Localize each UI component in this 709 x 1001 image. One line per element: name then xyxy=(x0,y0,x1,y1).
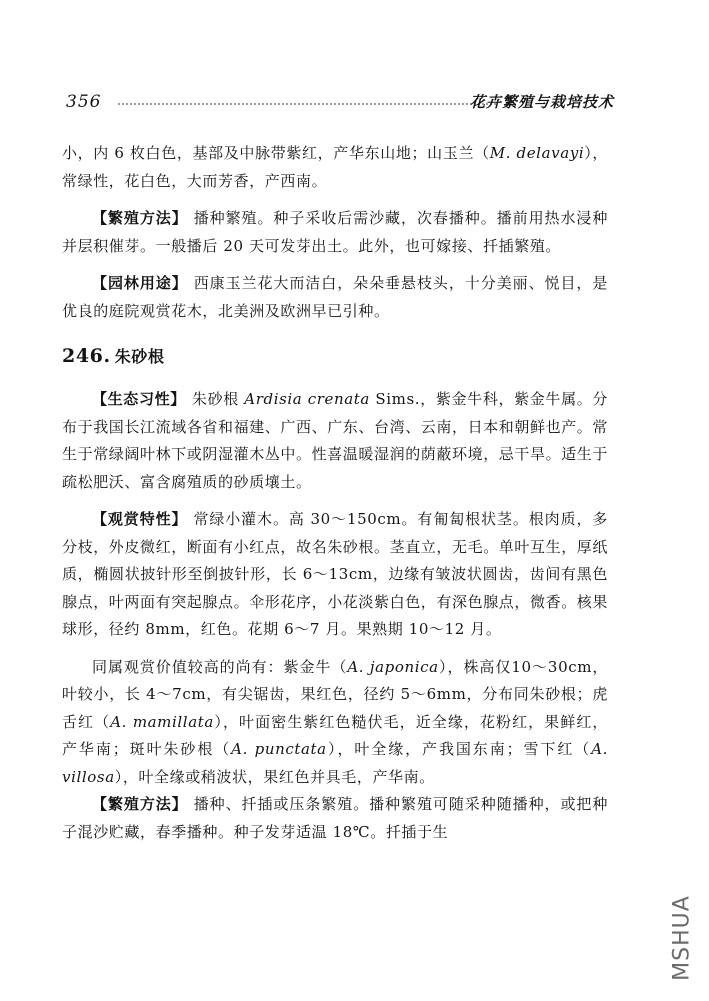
page-body xyxy=(62,140,608,846)
section-tag: 【繁殖方法】 xyxy=(92,795,188,813)
section-tag: 【园林用途】 xyxy=(92,274,188,292)
latin-name: Ardisia crenata xyxy=(244,390,370,408)
latin-name: A. mamillata xyxy=(110,712,214,731)
watermark xyxy=(668,888,696,988)
paragraph-ecology: 【生态习性】 朱砂根 Ardisia crenata Sims.，紫金牛科，紫金牛属。分布于我国长江流域各省和福建、广西、广东、台湾、云南，日本和朝鲜也产。常生于常绿阔叶林下或阴湿灌木丛中。性喜温暖湿润的荫蔽环境，忌干旱。适生于疏松肥沃、富含腐殖质的砂质壤土。 xyxy=(62,390,609,491)
section-tag: 【生态习性】 xyxy=(92,390,186,408)
paragraph-propagation-2: 【繁殖方法】 播种、扦插或压条繁殖。播种繁殖可随采种随播种，或把种子混沙贮藏，春季播种。种子发芽适温 18℃。扦插于生 xyxy=(62,795,608,841)
page-header xyxy=(66,92,614,118)
latin-name: A. villosa xyxy=(62,740,608,786)
paragraph-related-species: 同属观赏价值较高的尚有：紫金牛（A. japonica），株高仅10～30cm，叶较小，长 4～7cm，有尖锯齿，果红色，径约 5～6mm，分布同朱砂根；虎舌红（A. mamillata），叶面密生紫红色糙伏毛，近全缘，花粉红，果鲜红，产华南；斑叶朱砂根（A. punctata），叶全缘，产我国东南；雪下红（A. villosa），叶全缘或稍波状，果红色并具毛，产华南。 xyxy=(62,657,608,786)
running-title: 花卉繁殖与栽培技术 xyxy=(469,93,614,111)
watermark-text: MSHUA xyxy=(669,895,695,981)
latin-name: M. delavayi xyxy=(489,144,585,162)
paragraph-propagation: 【繁殖方法】 播种繁殖。种子采收后需沙藏，次春播种。播前用热水浸种并层积催芽。一般播后 20 天可发芽出土。此外，也可嫁接、扦插繁殖。 xyxy=(62,209,608,255)
latin-name: A. japonica xyxy=(347,657,439,676)
section-title: 朱砂根 xyxy=(114,347,165,366)
section-number: 246. xyxy=(62,345,111,367)
paragraph-ornamental: 【观赏特性】 常绿小灌木。高 30～150cm。有匍匐根状茎。根肉质，多分枝，外皮微红，断面有小红点，故名朱砂根。茎直立，无毛。单叶互生，厚纸质，椭圆状披针形至倒披针形，长 6～13cm，边缘有皱波状圆齿，齿间有黑色腺点，叶两面有突起腺点。伞形花序，小花淡紫白色，有深色腺点，微香。核果球形，径约 8mm，红色。花期 6～7 月。果熟期 10～12 月。 xyxy=(62,510,609,638)
latin-name: A. punctata xyxy=(231,740,327,758)
section-tag: 【观赏特性】 xyxy=(92,510,188,528)
header-rule xyxy=(118,103,496,105)
section-tag: 【繁殖方法】 xyxy=(92,209,188,227)
paragraph-landscape-use: 【园林用途】 西康玉兰花大而洁白，朵朵垂悬枝头，十分美丽、悦目，是优良的庭院观赏花木，北美洲及欧洲早已引种。 xyxy=(62,274,608,320)
section-heading xyxy=(62,341,608,372)
paragraph-continued: 小，内 6 枚白色，基部及中脉带紫红，产华东山地；山玉兰（M. delavayi），常绿性，花白色，大而芳香，产西南。 xyxy=(62,144,609,190)
page-number: 356 xyxy=(66,92,102,112)
